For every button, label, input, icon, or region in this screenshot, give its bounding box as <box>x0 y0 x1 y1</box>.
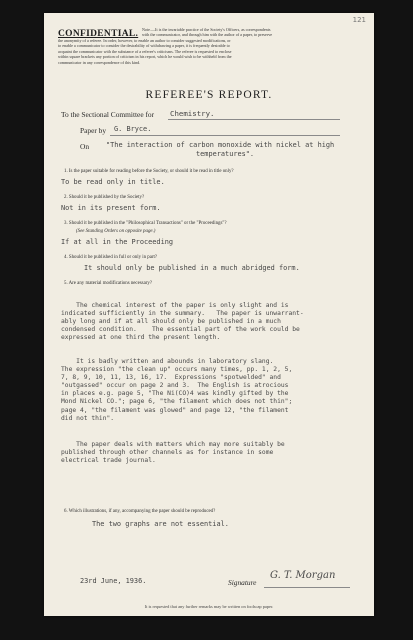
confidential-note <box>142 27 360 38</box>
answer-5-paragraph-2: It is badly written and abounds in laboratory slang. The expression "the clean up" occurs many times, pp. 1, 2, 5, 7, 8, 9, 10, 11, 13, 16, 17. Expressions "spotwelded" and "outgassed" occur on page 2 and 3. The English is atrocious in places e.g. page 5, "The Ni(CO)4 was kindly gifted by the Mond Nickel CO."; page 6, "the filament which does not thin"; page 4, "the filament was glowed" and page 12, "the filament did not thin". <box>61 358 293 422</box>
signature-label: Signature <box>228 578 257 587</box>
confidential-note-line: the anonymity of a referee. In order, however, to enable an author to consider suggested modifications, or <box>58 38 231 43</box>
answer-1: To be read only in title. <box>61 178 165 186</box>
question-3-note <box>76 229 155 234</box>
question-1: 1. Is the paper suitable for reading before the Society, or should it be read in title only? <box>64 169 234 174</box>
question-2: 2. Should it be published by the Society? <box>64 195 145 200</box>
answer-4: It should only be published in a much abridged form. <box>84 264 300 272</box>
committee-label: To the Sectional Committee for <box>61 110 155 119</box>
question-5: 5. Are any material modifications necessary? <box>64 281 152 286</box>
confidential-note-line: communicator in any correspondence of this kind. <box>58 59 141 65</box>
report-date: 23rd June, 1936. <box>80 577 147 585</box>
report-heading: REFEREE'S REPORT. <box>145 89 273 101</box>
answer-5-paragraph-3: The paper deals with matters which may more suitably be published through other channels as for instance in some electrical trade journal. <box>61 441 285 465</box>
paper-title-line: "The interaction of carbon monoxide with nickel at high <box>106 141 335 149</box>
page-number: 121 <box>352 16 366 24</box>
committee-value: Chemistry. <box>170 109 215 118</box>
answer-5-paragraph-1: The chemical interest of the paper is only slight and is indicated sufficiently in the summary. The paper is unwarrant- ably long and if at all should only be published in a much condensed condition. The essential part of the work could be expressed at one third the present length. <box>61 302 304 342</box>
footnote: It is requested that any further remarks may be written on foolscap paper. <box>144 604 274 609</box>
paper-author: G. Bryce. <box>114 125 152 133</box>
paper-title-line: temperatures". <box>196 150 255 158</box>
answer-2: Not in its present form. <box>61 204 161 212</box>
confidential-note-continued <box>58 38 360 65</box>
paper-by-rule <box>110 135 340 136</box>
question-4: 4. Should it be published in full or only in part? <box>64 255 158 260</box>
committee-rule <box>168 119 340 120</box>
question-3: 3. Should it be published in the "Philosophical Transactions" or the "Proceedings"? <box>64 221 227 226</box>
answer-3: If at all in the Proceeding <box>61 238 174 246</box>
signature: G. T. Morgan <box>270 570 336 581</box>
confidential-note-line: acquaint the communicator with the substance of a referee's criticisms. The referee is requested to enclose <box>58 48 232 54</box>
paper-by-label: Paper by <box>80 126 107 135</box>
question-3-note-text: (See Standing Orders on opposite page.) <box>76 229 156 234</box>
confidential-note-line: to enable a communicator to consider the desirability of withdrawing a paper, it is frequently desirable to <box>58 43 230 49</box>
confidential-title: CONFIDENTIAL. <box>58 29 139 39</box>
signature-rule <box>264 587 350 588</box>
confidential-note-line: Note.—It is the invariable practice of the Society's Officers, as correspondents <box>142 27 271 32</box>
confidential-note-line: with the communicator, and through him with the author of a paper, to preserve <box>142 32 273 38</box>
confidential-note-line: within square brackets any portion of criticism in his report, which he would wish to be withheld from the <box>58 54 232 60</box>
referee-report-page <box>44 13 374 616</box>
question-6: 6. Which illustrations, if any, accompanying the paper should be reproduced? <box>64 509 216 514</box>
answer-6: The two graphs are not essential. <box>92 520 229 528</box>
on-label: On <box>80 142 90 151</box>
